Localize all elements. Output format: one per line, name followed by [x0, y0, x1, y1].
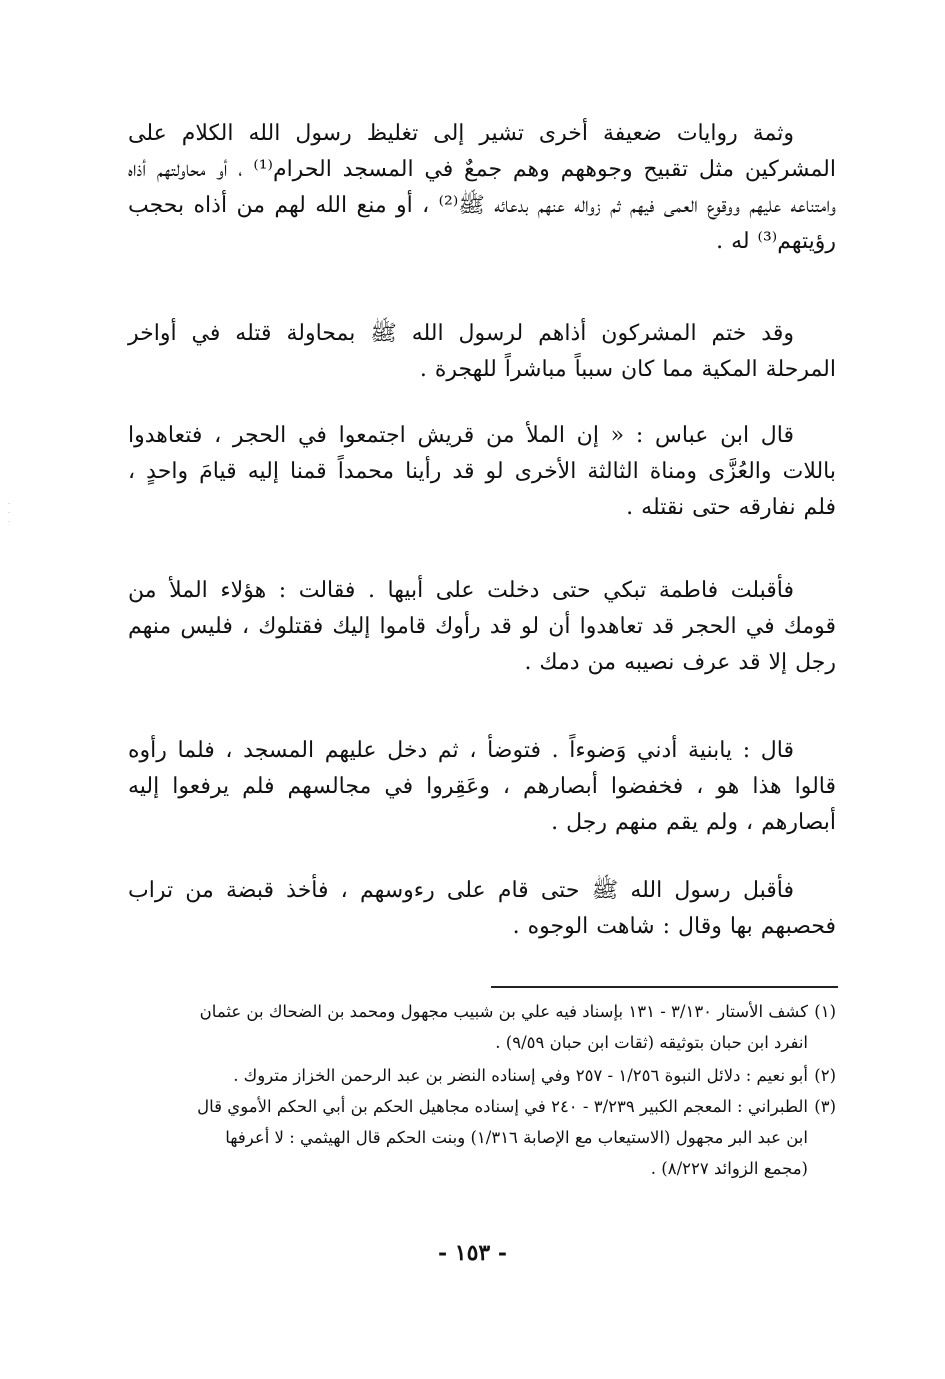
paragraph-2: وقد ختم المشركون أذاهم لرسول الله ﷺ بمحاولة قتله في أواخر المرحلة المكية مما كان سبباً مباشراً للهجرة .: [128, 321, 836, 382]
footnote-1-line-2: انفرد ابن حبان بتوثيقه (ثقات ابن حبان ٩/٥٩) .: [495, 1033, 808, 1052]
paragraph-3: قال ابن عباس : « إن الملأ من قريش اجتمعوا في الحجر ، فتعاهدوا باللات والعُزَّى ومناة الثالثة الأخرى لو قد رأينا محمداً قمنا إليه قيامَ واحدٍ ، فلم نفارقه حتى نقتله .: [128, 423, 836, 520]
footnote-2-number: (٢): [814, 1066, 836, 1085]
footnote-1-line-1: [128, 996, 836, 1027]
paragraph-5: قال : يابنية أدني وَضوءاً . فتوضأ ، ثم دخل عليهم المسجد ، فلما رأوه قالوا هذا هو ، فخفضوا أبصارهم ، وعَقِروا في مجالسهم فلم يرفعوا إليه أبصارهم ، ولم يقم منهم رجل .: [128, 738, 836, 835]
footnote-3-line-3: (مجمع الزوائد ٨/٢٢٧) .: [650, 1159, 808, 1178]
page-number: - ١٥٣ -: [437, 1240, 508, 1266]
scan-speckle: · · ·: [8, 501, 10, 526]
footnote-1-text: كشف الأستار ٣/١٣٠ - ١٣١ بإسناد فيه علي بن شبيب مجهول ومحمد بن الضحاك بن عثمان: [199, 1002, 808, 1021]
footnote-2-text: أبو نعيم : دلائل النبوة ١/٢٥٦ - ٢٥٧ وفي إسناده النضر بن عبد الرحمن الخزاز متروك .: [233, 1066, 808, 1085]
footnote-separator: [491, 986, 838, 988]
paragraph-1: وثمة روايات ضعيفة أخرى تشير إلى تغليظ رسول الله الكلام على المشركين مثل تقبيح وجوههم وهم جمعٌ في المسجد الحرام⁽¹⁾ ، أو محاولتهم أذاه وامتناعه عليهم ووقوع العمى فيهم ثم زواله عنهم بدعائه ﷺ⁽²⁾ ، أو منع الله لهم من أذاه بحجب رؤيتهم⁽³⁾ له .: [128, 121, 836, 254]
footnote-1-number: (١): [814, 1002, 836, 1021]
footnote-3-line-1: [128, 1091, 836, 1122]
footnote-3-number: (٣): [814, 1097, 836, 1116]
paragraph-6: فأقبل رسول الله ﷺ حتى قام على رءوسهم ، فأخذ قبضة من تراب فحصبهم بها وقال : شاهت الوجوه .: [128, 878, 836, 939]
footnote-3-text: الطبراني : المعجم الكبير ٣/٢٣٩ - ٢٤٠ في إسناده مجاهيل الحكم بن أبي الحكم الأموي قال: [197, 1097, 808, 1116]
footnote-2-line-1: [128, 1060, 836, 1091]
footnote-3-line-2: ابن عبد البر مجهول (الاستيعاب مع الإصابة ١/٣١٦) وبنت الحكم قال الهيثمي : لا أعرفها: [225, 1128, 808, 1147]
paragraph-4: فأقبلت فاطمة تبكي حتى دخلت على أبيها . فقالت : هؤلاء الملأ من قومك في الحجر قد تعاهدوا أن لو قد رأوك قاموا إليك فقتلوك ، فليس منهم رجل إلا قد عرف نصيبه من دمك .: [128, 578, 836, 675]
